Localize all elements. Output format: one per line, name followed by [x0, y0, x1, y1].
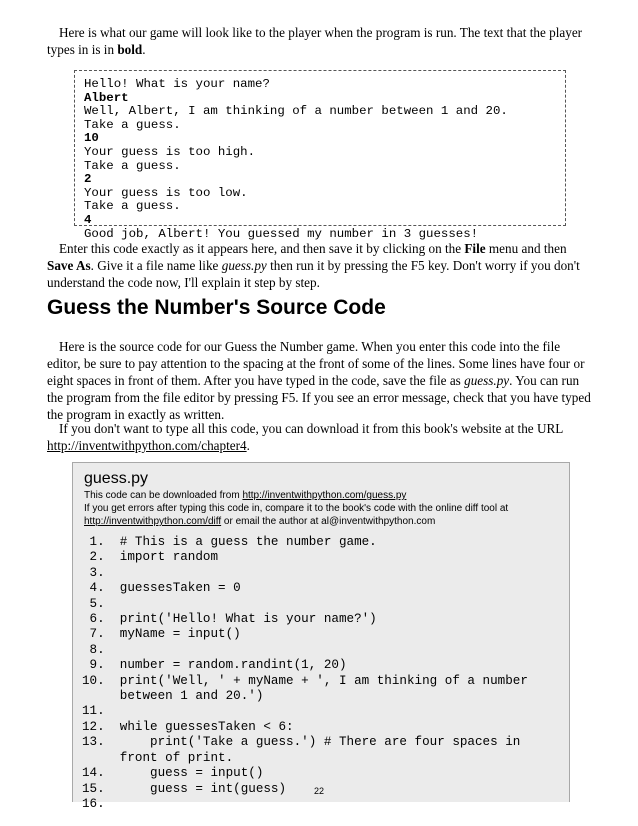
player-input-line: 10 [84, 131, 99, 146]
filename-italic: guess.py [464, 373, 510, 388]
instructions-text: menu and then [485, 241, 567, 256]
download-text-end: . [246, 438, 250, 453]
download-link[interactable]: http://inventwithpython.com/guess.py [242, 490, 407, 501]
output-line: Take a guess. [84, 117, 181, 132]
file-menu-name: File [464, 241, 486, 256]
code-line: 15. guess = int(guess) [82, 781, 287, 796]
player-input-line: 4 [84, 212, 92, 227]
source-note [84, 489, 564, 528]
code-line: 6. print('Hello! What is your name?') [82, 612, 377, 627]
code-line: 1. # This is a guess the number game. [82, 535, 377, 549]
download-text: If you don't want to type all this code, you can download it from this book's website at the URL [59, 421, 563, 436]
download-paragraph [47, 420, 595, 454]
code-listing [82, 535, 528, 812]
sample-run-box [74, 70, 566, 241]
output-line: Hello! What is your name? [84, 77, 270, 91]
section-heading: Guess the Number's Source Code [47, 296, 386, 319]
filename-italic: guess.py [221, 258, 267, 273]
output-line: Take a guess. [84, 199, 181, 214]
code-line: 4. guessesTaken = 0 [82, 581, 241, 596]
instructions-text: then run it by pressing the F5 key. Don't worry if you don't understand the code now, I'll explain it step by step. [47, 258, 580, 290]
diff-tool-link[interactable]: http://inventwithpython.com/diff [84, 516, 222, 527]
output-line: Take a guess. [84, 158, 181, 173]
code-line: 12. while guessesTaken < 6: [82, 719, 294, 734]
code-line: 11. [82, 704, 105, 719]
output-line: Good job, Albert! You guessed my number in 3 guesses! [84, 226, 479, 241]
code-line: 14. guess = input() [82, 766, 264, 781]
player-input-line: 2 [84, 172, 92, 187]
chapter-url-link[interactable]: http://inventwithpython.com/chapter4 [47, 438, 247, 453]
code-line: 8. [82, 642, 105, 657]
intro-text: Here is what our game will look like to the player when the program is run. The text that the player types in is in [47, 25, 583, 57]
output-line: Well, Albert, I am thinking of a number between 1 and 20. [84, 104, 508, 119]
code-line: 9. number = random.randint(1, 20) [82, 658, 347, 673]
code-line: 2. import random [82, 550, 219, 565]
output-line: Your guess is too high. [84, 144, 256, 159]
note-text: or email the author at al@inventwithpython.com [221, 516, 436, 527]
save-as-menu-name: Save As [47, 258, 91, 273]
instructions-paragraph [47, 240, 595, 291]
source-text: . You can run the program from the file editor by pressing F5. If you see an error message, check that you have typed the program in exactly as written. [47, 373, 591, 422]
code-line: 3. [82, 565, 105, 580]
code-line: 16. [82, 796, 105, 811]
intro-paragraph [47, 24, 595, 58]
source-text: Here is the source code for our Guess the Number game. When you enter this code into the file editor, be sure to pay attention to the spacing at the front of some of the lines. Some lines have four or eight spaces in front of them. After you have typed in the code, save the file as [47, 339, 585, 388]
instructions-text: Enter this code exactly as it appears here, and then save it by clicking on the [59, 241, 465, 256]
code-line: 13. print('Take a guess.') # There are four spaces in [82, 735, 521, 750]
code-line: 10. print('Well, ' + myName + ', I am thinking of a number [82, 673, 528, 688]
code-line: front of print. [82, 750, 234, 765]
source-filename: guess.py [84, 470, 149, 487]
instructions-text: . Give it a file name like [90, 258, 222, 273]
code-line: between 1 and 20.') [82, 689, 264, 704]
note-text: This code can be downloaded from [84, 490, 243, 501]
intro-text-end: . [142, 42, 146, 57]
source-paragraph [47, 338, 595, 423]
code-line: 5. [82, 596, 105, 611]
player-input-line: Albert [84, 90, 129, 105]
note-text: If you get errors after typing this code in, compare it to the book's code with the online diff tool at [84, 503, 509, 514]
code-line: 7. myName = input() [82, 627, 241, 642]
page-number: 22 [313, 786, 324, 796]
intro-bold-word: bold [117, 42, 143, 57]
source-code-box [72, 462, 570, 811]
output-line: Your guess is too low. [84, 185, 248, 200]
